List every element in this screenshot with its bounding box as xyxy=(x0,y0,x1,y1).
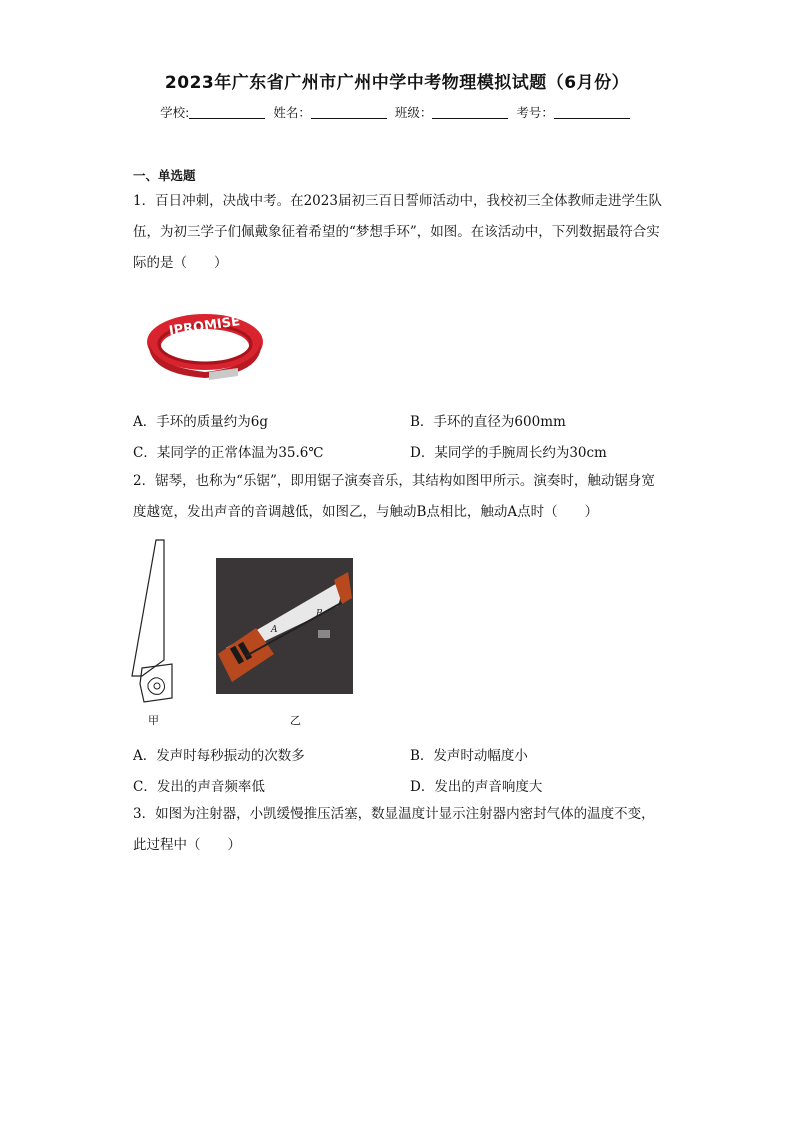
q2-option-d[interactable]: D．发出的声音响度大 xyxy=(410,779,543,795)
name-blank[interactable] xyxy=(311,106,387,119)
q1-option-b[interactable]: B．手环的直径为600mm xyxy=(410,414,566,430)
student-info-line xyxy=(0,103,794,121)
q1-option-c[interactable]: C．某同学的正常体温为35.6℃ xyxy=(133,445,324,461)
question-3-text: 3．如图为注射器，小凯缓慢推压活塞，数显温度计显示注射器内密封气体的温度不变，此过程中（ ） xyxy=(133,806,655,853)
q2-option-c[interactable]: C．发出的声音频率低 xyxy=(133,779,265,795)
figure-label-jia: 甲 xyxy=(148,714,159,727)
q1-option-d[interactable]: D．某同学的手腕周长约为30cm xyxy=(410,445,607,461)
school-blank[interactable] xyxy=(189,106,265,119)
question-2-text: 2．锯琴，也称为“乐锯”，即用锯子演奏音乐，其结构如图甲所示。演奏时，触动锯身宽度越宽，发出声音的音调越低，如图乙，与触动B点相比，触动A点时（ ） xyxy=(133,473,655,520)
q2-option-a[interactable]: A．发声时每秒振动的次数多 xyxy=(133,748,305,764)
section-title: 一、单选题 xyxy=(133,168,196,183)
exam-number-blank[interactable] xyxy=(554,106,630,119)
class-blank[interactable] xyxy=(432,106,508,119)
class-label: 班级： xyxy=(394,105,433,120)
exam-number-label: 考号： xyxy=(516,105,554,120)
wristband-text: IPROMISE xyxy=(168,314,241,339)
q2-option-b[interactable]: B．发声时动幅度小 xyxy=(410,748,528,764)
question-1-text: 1．百日冲刺，决战中考。在2023届初三百日誓师活动中，我校初三全体教师走进学生队伍，为初三学子们佩戴象征着希望的“梦想手环”，如图。在该活动中，下列数据最符合实际的是（ ） xyxy=(133,193,662,271)
point-a-label: A xyxy=(271,625,278,635)
saw-diagram-jia xyxy=(130,536,178,706)
school-label: 学校: xyxy=(160,105,190,120)
wristband-image xyxy=(143,300,268,380)
point-b-label: B xyxy=(316,609,323,619)
name-label: 姓名： xyxy=(273,105,311,120)
q1-option-a[interactable]: A．手环的质量约为6g xyxy=(133,414,268,430)
figure-label-yi: 乙 xyxy=(290,714,301,727)
page-title: 2023年广东省广州市广州中学中考物理模拟试题（6月份） xyxy=(164,73,630,93)
saw-photo-yi xyxy=(216,558,353,694)
